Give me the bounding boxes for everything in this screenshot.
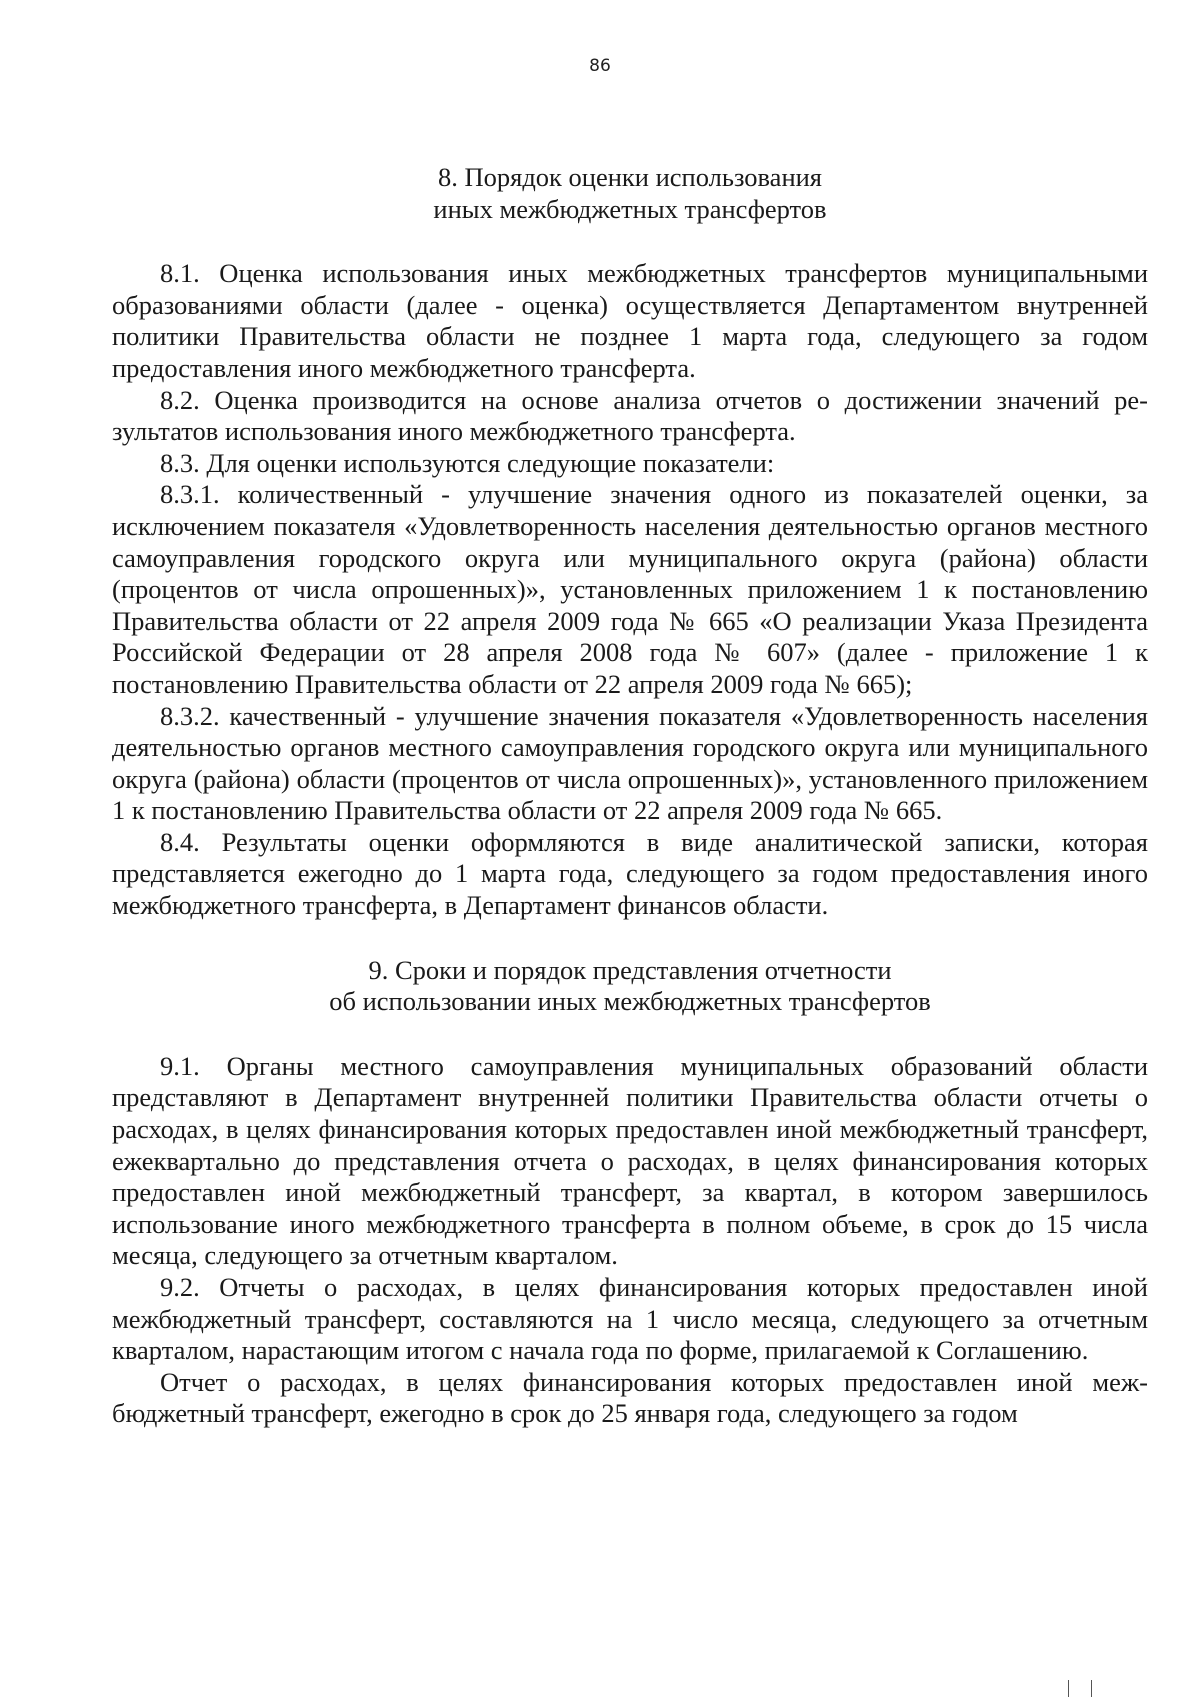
paragraph-8-1: 8.1. Оценка использования иных межбюджетных трансфертов муниципальными образованиями области (далее - оценка) осуществляется Департаментом внутренней политики Правительства области не позднее 1 марта года, следующего за годом предоставления иного межбюджетного трансферта. <box>112 258 1148 383</box>
paragraph-8-3-2: 8.3.2. качественный - улучшение значения показателя «Удовлетворенность населения деятельностью органов местного самоуправления городского округа или муниципального округа (района) области (процентов от числа опрошенных)», установленного приложением 1 к постановлению Правительства области от 22 апреля 2009 года № 665. <box>112 700 1148 826</box>
paragraph-8-4: 8.4. Результаты оценки оформляются в виде аналитической записки, которая представляется ежегодно до 1 марта года, следующего за годом предоставления иного межбюджетного трансферта, в Департамент финансов области. <box>112 826 1148 921</box>
paragraph-8-3: 8.3. Для оценки используются следующие показатели: <box>160 447 775 478</box>
section-8-heading-line-1: 8. Порядок оценки использования <box>438 162 822 192</box>
page-number: 86 <box>589 56 611 76</box>
section-9-heading-line-1: 9. Сроки и порядок представления отчетности <box>368 954 892 985</box>
document-body <box>112 162 1148 1430</box>
section-8-heading-line-2: иных межбюджетных трансфертов <box>433 193 827 224</box>
paragraph-9-2: 9.2. Отчеты о расходах, в целях финансирования которых предоставлен иной межбюджетный трансферт, составляются на 1 число месяца, следующего за отчетным кварталом, нарастающим итогом с начала года по форме, прилагаемой к Соглашению. <box>112 1272 1148 1366</box>
paragraph-8-2: 8.2. Оценка производится на основе анализа отчетов о достижении значений результатов использования иного межбюджетного трансферта. <box>112 384 1148 447</box>
section-8-heading <box>112 162 1148 225</box>
paragraph-8-3-1: 8.3.1. количественный - улучшение значения одного из показателей оценки, за исключением показателя «Удовлетворенность населения деятельностью органов местного самоуправления городского округа или муниципального округа (района) области (процентов от числа опрошенных)», установленных приложением 1 к постановлению Правительства области от 22 апреля 2009 года № 665 «О реализации Указа Президента Российской Федерации от 28 апреля 2008 года № 607» (далее - приложение 1 к постановлению Правительства области от 22 апреля 2009 года № 665); <box>112 479 1148 699</box>
scan-margin-mark <box>1068 1680 1092 1697</box>
section-9-heading <box>112 955 1148 1018</box>
paragraph-9-1: 9.1. Органы местного самоуправления муниципальных образований области представляют в Департамент внутренней политики Правительства области отчеты о расходах, в целях финансирования которых предоставлен иной межбюджетный трансферт, ежеквартально до представления отчета о расходах, в целях финансирования которых предоставлен иной межбюджетный трансферт, за квартал, в котором завершилось использование иного межбюджетного трансферта в полном объеме, в срок до 15 числа месяца, следующего за отчетным кварталом. <box>112 1050 1148 1271</box>
section-9-heading-line-2: об использовании иных межбюджетных трансфертов <box>329 986 931 1017</box>
paragraph-9-2-continued: Отчет о расходах, в целях финансирования которых предоставлен иной межбюджетный трансферт, ежегодно в срок до 25 января года, следующего за годом <box>112 1366 1148 1429</box>
